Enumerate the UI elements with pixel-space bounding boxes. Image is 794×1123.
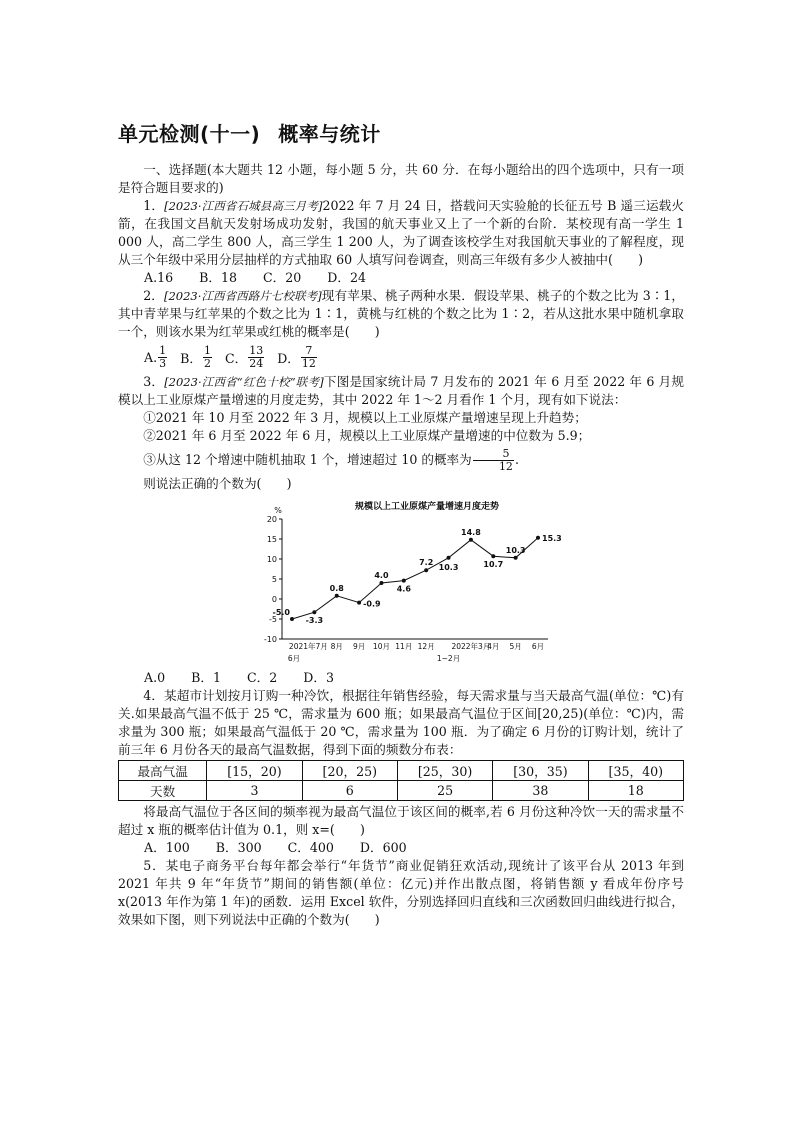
chart-title: 规模以上工业原煤产量增速月度走势: [354, 502, 500, 512]
x-sub-label: 6月: [287, 654, 301, 663]
growth-chart: [258, 497, 568, 669]
x-tick-label: 4月: [487, 642, 500, 651]
q3-option-a: A.0: [144, 670, 166, 685]
title-main: 单元检测(十一): [118, 122, 261, 146]
q1-option-a: A.16: [144, 270, 174, 285]
data-point: [402, 579, 406, 583]
q3-option-b: B．1: [191, 670, 221, 685]
q2-text: 现有苹果、桃子两种水果．假设苹果、桃子的个数之比为 3∶1，其中青苹果与红苹果的个数之比为 1∶1，黄桃与红桃的个数之比为 1∶2，若从这批水果中随机拿取一个，则该水果为红苹果或红桃的概率是( ): [118, 288, 684, 339]
y-tick-label: 5: [271, 575, 277, 584]
x-sub-label: 1~2月: [436, 654, 461, 663]
q3-option-c: C．2: [247, 670, 278, 685]
y-tick-label: 0: [271, 595, 277, 604]
x-tick-label: 11月: [395, 642, 413, 651]
q4-options: [118, 839, 684, 857]
table-cell: 3: [207, 781, 302, 801]
data-label: -0.9: [363, 599, 381, 609]
y-tick-label: -5: [269, 615, 277, 624]
q4-option-b: B．300: [215, 840, 262, 855]
y-tick-label: 15: [266, 535, 277, 544]
data-label: 7.2: [419, 558, 434, 568]
frequency-table: [118, 760, 684, 801]
q2-option-b: B． $\frac{1}{2}$: [180, 343, 211, 370]
q4-text: 某超市计划按月订购一种冷饮，根据往年销售经验，每天需求量与当天最高气温(单位：℃)有关.如果最高气温不低于 25 ℃，需求量为 600 瓶；如果最高气温位于区间[20,25)(单位：℃)内，需求量为 300 瓶；如果最高气温低于 20 ℃，需求量为 100 瓶．为了确定 6 月份的订购计划，统计了前三年 6 月份各天的最高气温数据，得到下面的频数分布表：: [118, 688, 685, 757]
data-point: [312, 610, 316, 614]
q1-option-d: D．24: [327, 270, 366, 285]
x-tick-label: 5月: [509, 642, 522, 651]
table-row: [119, 781, 684, 801]
data-label: 4.0: [374, 571, 389, 580]
q1-source: [2023·江西省石城县高三月考]: [164, 199, 323, 213]
data-point: [357, 601, 361, 605]
data-label: -5.0: [272, 608, 290, 617]
table-cell: 6: [302, 781, 397, 801]
y-axis-label: %: [274, 506, 282, 515]
table-cell: 最高气温: [119, 761, 207, 781]
table-cell: [25，30): [397, 761, 492, 781]
data-label: 10.3: [438, 562, 459, 572]
q5-text: 某电子商务平台每年都会举行“年货节”商业促销狂欢活动,现统计了该平台从 2013 年到 2021 年共 9 年“年货节”期间的销售额(单位：亿元)并作出散点图，将销售额 y 看成年份序号 x(2013 年作为第 1 年)的函数．运用 Excel 软件，分别选择回归直线和三次函数回归曲线进行拟合，效果如下图，则下列说法中正确的个数为( ): [118, 858, 685, 927]
y-tick-label: 20: [266, 515, 277, 524]
q4-after: 将最高气温位于各区间的频率视为最高气温位于该区间的概率,若 6 月份这种冷饮一天的需求量不超过 x 瓶的概率估计值为 0.1，则 x=( ): [118, 804, 684, 837]
data-label: 4.6: [396, 584, 411, 594]
x-tick-label: 10月: [372, 642, 390, 651]
section-heading: 一、选择题(本大题共 12 小题，每小题 5 分，共 60 分．在每小题给出的四个选项中，只有一项是符合题目要求的): [118, 162, 684, 195]
data-point: [469, 538, 473, 542]
y-tick-label: 10: [266, 555, 277, 564]
x-tick-label: 9月: [352, 642, 366, 651]
question-3: 3．[2023·江西省“红色十校”联考]下图是国家统计局 7 月发布的 2021 年 6 月至 2022 年 6 月规模以上工业原煤产量增速的月度走势，其中 2022 年 1～2 月看作 1 个月，现有如下说法：: [118, 374, 685, 407]
table-cell: 天数: [119, 781, 207, 801]
q1-option-b: B．18: [199, 270, 237, 285]
table-cell: [15，20): [207, 761, 302, 781]
data-label: 10.7: [483, 560, 504, 570]
title-sub: 概率与统计: [278, 122, 381, 146]
q2-options: [118, 341, 684, 373]
q3-ask: 则说法正确的个数为( ): [143, 476, 292, 491]
data-point: [379, 581, 383, 585]
x-tick-label: 2022年3月: [451, 642, 491, 651]
q3-statement-3: ③从这 12 个增速中随机抽取 1 个，增速超过 10 的概率为 $\frac{5}{12}$ .: [143, 447, 519, 473]
table-cell: 38: [493, 781, 588, 801]
page-title: [118, 118, 684, 147]
x-tick-label: 8月: [330, 642, 343, 651]
x-tick-label: 12月: [417, 642, 435, 651]
q3-statement-1: ①2021 年 10 月至 2022 年 3 月，规模以上工业原煤产量增速呈现上升趋势；: [143, 410, 587, 425]
q4-option-a: A．100: [144, 840, 190, 855]
table-cell: [30，35): [493, 761, 588, 781]
q3-statement-2: ②2021 年 6 月至 2022 年 6 月，规模以上工业原煤产量增速的中位数为 5.9；: [143, 428, 591, 443]
table-cell: 18: [588, 781, 683, 801]
data-label: 14.8: [461, 527, 481, 537]
data-point: [335, 594, 339, 598]
q1-option-c: C．20: [263, 270, 302, 285]
data-label: 15.3: [542, 533, 562, 543]
data-point: [491, 554, 495, 558]
data-label: -3.3: [305, 616, 324, 626]
table-cell: [20，25): [302, 761, 397, 781]
question-5: 5．某电子商务平台每年都会举行“年货节”商业促销狂欢活动,现统计了该平台从 2013 年到 2021 年共 9 年“年货节”期间的销售额(单位：亿元)并作出散点图，将销售额 y 看成年份序号 x(2013 年作为第 1 年)的函数．运用 Excel 软件，分别选择回归直线和三次函数回归曲线进行拟合，效果如下图，则下列说法中正确的个数为( ): [118, 858, 685, 927]
x-tick-label: 2021年7月: [288, 642, 328, 651]
q2-source: [2023·江西省西路片七校联考]: [163, 289, 322, 303]
table-cell: 25: [397, 781, 492, 801]
series-line: [292, 538, 538, 619]
data-point: [290, 617, 294, 621]
q2-option-c: C． $\frac{13}{24}$: [224, 343, 264, 370]
table-cell: [35，40): [588, 761, 683, 781]
question-2: 2．[2023·江西省西路片七校联考]现有苹果、桃子两种水果．假设苹果、桃子的个数之比为 3∶1，其中青苹果与红苹果的个数之比为 1∶1，黄桃与红桃的个数之比为 1∶2，若从这批水果中随机拿取一个，则该水果为红苹果或红桃的概率是( ): [118, 288, 684, 339]
exam-page: [118, 118, 684, 929]
q4-option-d: D．600: [359, 840, 407, 855]
q2-option-d: D． $\frac{7}{12}$: [277, 343, 316, 370]
question-1: 1．[2023·江西省石城县高三月考]2022 年 7 月 24 日，搭载问天实验舱的长征五号 B 遥三运载火箭，在我国文昌航天发射场成功发射，我国的航天事业又上了一个新的台阶．某校现有高一学生 1 000 人，高二学生 800 人，高三学生 1 200 人，为了调查该校学生对我国航天事业的了解程度，现从三个年级中采用分层抽样的方式抽取 60 人填写问卷调查，则高三年级有多少人被抽中( ): [118, 198, 684, 267]
data-label: 0.8: [329, 583, 344, 593]
q3-text: 下图是国家统计局 7 月发布的 2021 年 6 月至 2022 年 6 月规模以上工业原煤产量增速的月度走势，其中 2022 年 1～2 月看作 1 个月，现有如下说法：: [118, 374, 685, 407]
question-4: 4．某超市计划按月订购一种冷饮，根据往年销售经验，每天需求量与当天最高气温(单位：℃)有关.如果最高气温不低于 25 ℃，需求量为 600 瓶；如果最高气温位于区间[20,25)(单位：℃)内，需求量为 300 瓶；如果最高气温低于 20 ℃，需求量为 100 瓶．为了确定 6 月份的订购计划，统计了前三年 6 月份各天的最高气温数据，得到下面的频数分布表：: [118, 688, 685, 757]
growth-chart-svg: [258, 497, 568, 669]
data-point: [514, 556, 518, 560]
q1-options: [118, 269, 684, 287]
q3-source: [2023·江西省“红色十校”联考]: [164, 375, 324, 389]
q3-option-d: D．3: [303, 670, 334, 685]
data-label: 10.3: [505, 545, 526, 555]
q2-option-a: A. $\frac{1}{3}$: [144, 343, 167, 370]
q4-option-c: C．400: [287, 840, 334, 855]
data-point: [536, 536, 540, 540]
q3-options: [118, 669, 684, 687]
y-tick-label: -10: [263, 635, 277, 644]
data-point: [424, 568, 428, 572]
data-point: [447, 556, 451, 560]
q1-text: 2022 年 7 月 24 日，搭载问天实验舱的长征五号 B 遥三运载火箭，在我国文昌航天发射场成功发射，我国的航天事业又上了一个新的台阶．某校现有高一学生 1 000 人，高二学生 800 人，高三学生 1 200 人，为了调查该校学生对我国航天事业的了解程度，现从三个年级中采用分层抽样的方式抽取 60 人填写问卷调查，则高三年级有多少人被抽中( ): [118, 198, 684, 267]
table-row: [119, 761, 684, 781]
x-tick-label: 6月: [531, 642, 545, 651]
